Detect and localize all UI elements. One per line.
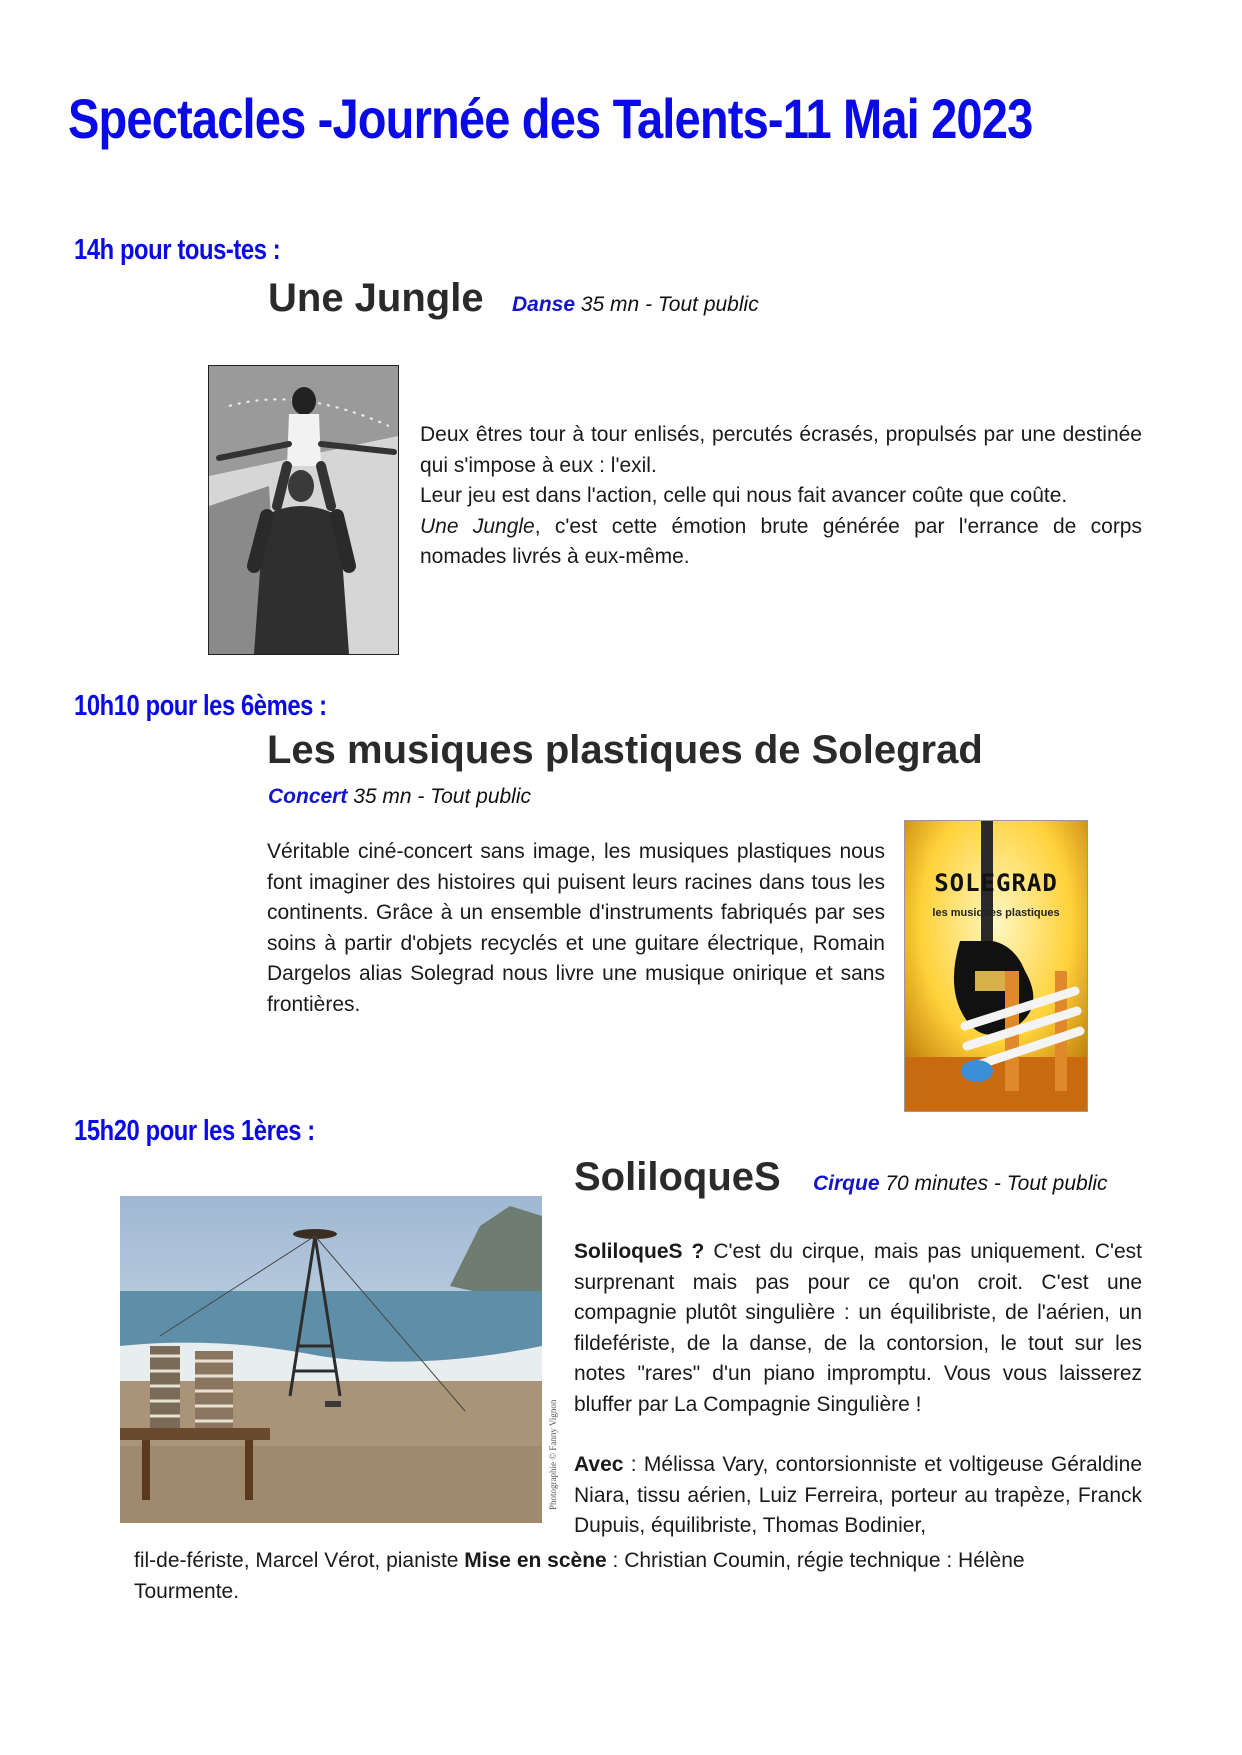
- show-3-staging-label: Mise en scène: [464, 1549, 607, 1572]
- show-3-intro: [574, 1237, 1142, 1420]
- show-3-credits-end: Tourmente.: [134, 1580, 240, 1603]
- show-1-desc-line2: Leur jeu est dans l'action, celle qui nous fait avancer coûte que coûte.: [420, 484, 1068, 507]
- show-2-meta: [268, 785, 531, 809]
- show-3-genre: Cirque: [813, 1172, 880, 1195]
- photo-credit: Photographie © Fanny Vignon: [548, 1399, 558, 1510]
- show-1-desc-line3-rest: , c'est cette émotion brute générée par l'errance de corps nomades livrés à eux-même.: [420, 514, 1142, 568]
- show-2-genre: Concert: [268, 785, 348, 808]
- show-1-time-slot: 14h pour tous-tes :: [74, 234, 281, 266]
- page-title: Spectacles -Journée des Talents-11 Mai 2023: [68, 87, 1033, 150]
- show-3-description: [574, 1237, 1142, 1542]
- show-1-desc-title-ref: Une Jungle: [420, 514, 535, 538]
- show-3-cast-continued: fil-de-fériste, Marcel Vérot, pianiste: [134, 1549, 465, 1572]
- show-1-details: 35 mn - Tout public: [575, 293, 759, 316]
- show-3-staging-text: : Christian Coumin, régie technique : Hélène: [606, 1549, 1025, 1572]
- show-3-cast-label: Avec: [574, 1453, 624, 1476]
- show-1-meta: [512, 293, 759, 317]
- show-2-time-slot: 10h10 pour les 6èmes :: [74, 690, 327, 722]
- show-3-intro-title: SoliloqueS ?: [574, 1240, 705, 1263]
- show-3-photo: [120, 1196, 542, 1523]
- show-3-time-slot: 15h20 pour les 1ères :: [74, 1115, 315, 1147]
- show-1-desc-line3: [420, 512, 1142, 573]
- show-1-desc-line1: Deux êtres tour à tour enlisés, percutés écrasés, propulsés par une destinée qui s'impose à eux : l'exil.: [420, 423, 1142, 477]
- show-3-cast: [574, 1450, 1142, 1542]
- show-3-details: 70 minutes - Tout public: [879, 1172, 1108, 1195]
- show-3-cast-text: : Mélissa Vary, contorsionniste et voltigeuse Géraldine Niara, tissu aérien, Luiz Ferreira, porteur au trapèze, Franck Dupuis, équilibriste, Thomas Bodinier,: [574, 1453, 1142, 1537]
- show-2-description: Véritable ciné-concert sans image, les musiques plastiques nous font imaginer des histoires qui puisent leurs racines dans tous les continents. Grâce à un ensemble d'instruments fabriqués par ses soins à partir d'objets recyclés et une guitare électrique, Romain Dargelos alias Solegrad nous livre une musique onirique et sans frontières.: [267, 840, 885, 1016]
- show-3-credits: [134, 1546, 1142, 1577]
- show-1-genre: Danse: [512, 293, 576, 316]
- show-3-meta: [813, 1172, 1108, 1196]
- show-2-title: Les musiques plastiques de Solegrad: [267, 728, 983, 772]
- poster-title: SOLEGRAD: [934, 869, 1058, 897]
- show-2-poster: [904, 820, 1088, 1112]
- show-3-intro-text: C'est du cirque, mais pas uniquement. C'est surprenant mais pas pour ce qu'on croit. C'est une compagnie plutôt singulière : un équilibriste, de l'aérien, un fildefériste, de la danse, de la contorsion, le tout sur les notes "rares" d'un piano impromptu. Vous vous laisserez bluffer par La Compagnie Singulière !: [574, 1240, 1143, 1416]
- show-1-description: [420, 420, 1142, 573]
- poster-subtitle: les musiques plastiques: [932, 907, 1060, 919]
- show-3-title: SoliloqueS: [574, 1155, 781, 1199]
- show-1-title: Une Jungle: [268, 276, 484, 320]
- show-1-photo: [208, 365, 399, 655]
- show-2-details: 35 mn - Tout public: [347, 785, 532, 808]
